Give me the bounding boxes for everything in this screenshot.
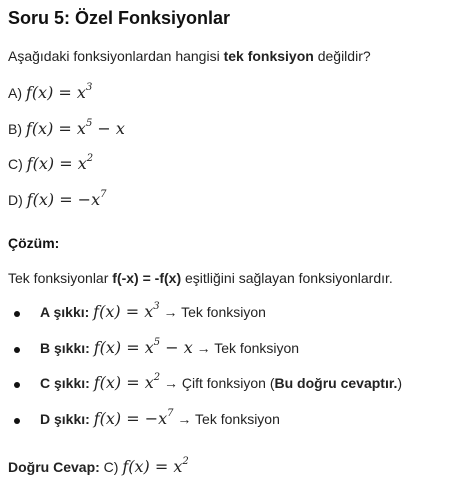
correct-answer-label: Doğru Cevap:: [8, 459, 100, 475]
bullet-item-a: [40, 302, 266, 321]
option-d-formula: $f(x) = -x^7$: [26, 188, 107, 209]
option-c-formula: $f(x) = x^2$: [26, 152, 94, 173]
option-d-label: D): [8, 192, 23, 208]
question-title: Soru 5: Özel Fonksiyonlar: [8, 8, 231, 28]
bullet-a-formula: $f(x) = x^3$: [93, 300, 160, 321]
option-b-label: B): [8, 121, 22, 137]
correct-answer-choice: C): [99, 459, 123, 475]
option-a-label: A): [8, 85, 22, 101]
bullet-b-result: → Tek fonksiyon: [192, 340, 300, 356]
explanation-start: Tek fonksiyonlar: [8, 270, 113, 286]
explanation-end: eşitliğini sağlayan fonksiyonlardır.: [181, 270, 393, 286]
bullet-dot: [14, 418, 20, 424]
question-emphasis: tek fonksiyon: [223, 48, 314, 64]
bullet-c-close: ): [397, 375, 403, 391]
solution-heading: Çözüm:: [8, 235, 60, 251]
bullet-item-c: [40, 373, 402, 392]
bullet-item-b: [40, 338, 299, 357]
question-text-end: değildir?: [313, 48, 371, 64]
explanation-text: [8, 270, 393, 286]
bullet-item-d: [40, 409, 280, 428]
bullet-d-formula: $f(x) = -x^7$: [93, 407, 174, 428]
bullet-d-result: → Tek fonksiyon: [173, 411, 280, 427]
correct-answer: [8, 457, 189, 476]
option-a-formula: $f(x) = x^3$: [25, 81, 93, 102]
bullet-b-label: B şıkkı:: [40, 340, 90, 356]
bullet-d-label: D şıkkı:: [40, 411, 90, 427]
bullet-a-result: → Tek fonksiyon: [159, 304, 266, 320]
bullet-c-label: C şıkkı:: [40, 375, 90, 391]
option-b: [8, 119, 125, 138]
option-b-formula: $f(x) = x^5 - x$: [25, 117, 125, 138]
option-c: [8, 154, 93, 173]
question-text-start: Aşağıdaki fonksiyonlardan hangisi: [8, 48, 224, 64]
option-a: [8, 83, 92, 102]
option-c-label: C): [8, 156, 23, 172]
bullet-c-result: → Çift fonksiyon (: [160, 375, 275, 391]
bullet-a-label: A şıkkı:: [40, 304, 90, 320]
option-d: [8, 190, 107, 209]
bullet-dot: [14, 382, 20, 388]
explanation-emphasis: f(-x) = -f(x): [112, 270, 182, 286]
correct-answer-formula: $f(x) = x^2$: [122, 455, 189, 476]
bullet-b-formula: $f(x) = x^5 - x$: [93, 336, 193, 357]
bullet-c-formula: $f(x) = x^2$: [93, 371, 161, 392]
bullet-dot: [14, 311, 20, 317]
question-text: [8, 48, 371, 64]
bullet-dot: [14, 347, 20, 353]
correct-answer-note: Bu doğru cevaptır.: [274, 375, 398, 391]
